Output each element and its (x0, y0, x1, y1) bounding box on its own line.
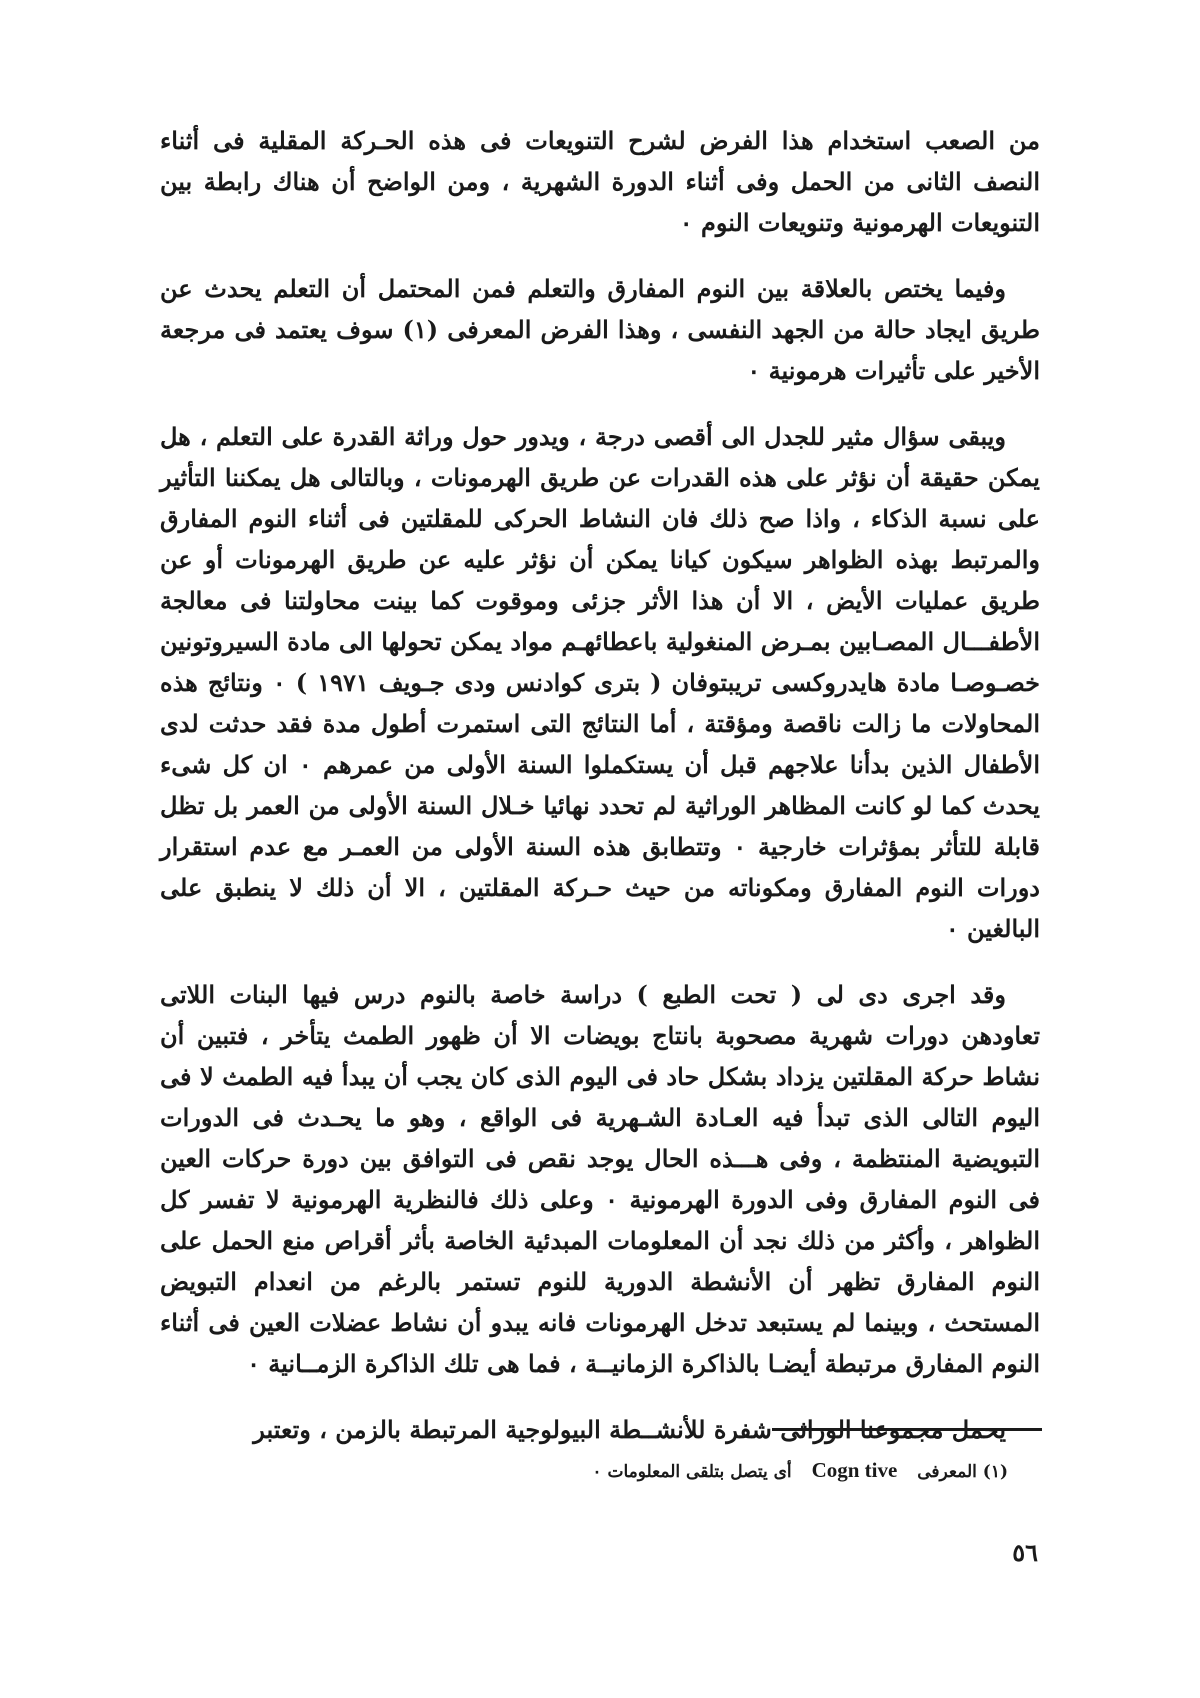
page-number: ٥٦ (1012, 1538, 1038, 1567)
paragraph-5: يحمل مجموعنا الوراثى شفرة للأنشــطة البيولوجية المرتبطة بالزمن ، وتعتبر (253, 1415, 1006, 1444)
footnote-text: أى يتصل بتلقى المعلومات ٠ (592, 1462, 792, 1482)
body-text (160, 120, 1040, 1475)
footnote-marker: (١) المعرفى (917, 1462, 1008, 1482)
paragraph-2: وفيما يختص بالعلاقة بين النوم المفارق والتعلم فمن المحتمل أن التعلم يحدث عن طريق ايجاد حالة من الجهد النفسى ، وهذا الفرض المعرفى (١) سوف يعتمد فى مرجعة الأخير على تأثيرات هرمونية ٠ (160, 274, 1040, 385)
footnote (592, 1458, 1008, 1483)
paragraph-4: وقد اجرى دى لى ( تحت الطبع ) دراسة خاصة بالنوم درس فيها البنات اللاتى تعاودهن دورات شهرية مصحوبة بانتاج بويضات الا أن ظهور الطمث يتأخر ، فتبين أن نشاط حركة المقلتين يزداد بشكل حاد فى اليوم الذى كان يجب أن يبدأ فيه الطمث لا فى اليوم التالى الذى تبدأ فيه العـادة الشـهرية فى الواقع ، وهو ما يحـدث فى الدورات التبويضية المنتظمة ، وفى هـــذه الحال يوجد نقص فى التوافق بين دورة حركات العين فى النوم المفارق وفى الدورة الهرمونية ٠ وعلى ذلك فالنظرية الهرمونية لا تفسر كل الظواهر ، وأكثر من ذلك نجد أن المعلومات المبدئية الخاصة بأثر أقراص منع الحمل على النوم المفارق تظهر أن الأنشطة الدورية للنوم تستمر بالرغم من انعدام التبويض المستحث ، وبينما لم يستبعد تدخل الهرمونات فانه يبدو أن نشاط عضلات العين فى أثناء النوم المفارق مرتبطة أيضـا بالذاكرة الزمانيــة ، فما هى تلك الذاكرة الزمــانية ٠ (160, 980, 1040, 1378)
paragraph-3: ويبقى سؤال مثير للجدل الى أقصى درجة ، ويدور حول وراثة القدرة على التعلم ، هل يمكن حقيقة أن نؤثر على هذه القدرات عن طريق الهرمونات ، وبالتالى هل يمكننا التأثير على نسبة الذكاء ، واذا صح ذلك فان النشاط الحركى للمقلتين فى أثناء النوم المفارق والمرتبط بهذه الظواهر سيكون كيانا يمكن أن نؤثر عليه عن طريق الهرمونات أو عن طريق عمليات الأيض ، الا أن هذا الأثر جزئى وموقوت كما بينت محاولتنا فى معالجة الأطفـــال المصـابين بمـرض المنغولية باعطائهـم مواد يمكن تحولها الى مادة السيروتونين خصـوصـا مادة هايدروكسى تريبتوفان ( بترى كوادنس ودى جـويف ١٩٧١ ) ٠ ونتائج هذه المحاولات ما زالت ناقصة ومؤقتة ، أما النتائج التى استمرت أطول مدة فقد حدثت لدى الأطفال الذين بدأنا علاجهم قبل أن يستكملوا السنة الأولى من عمرهم ٠ ان كل شىء يحدث كما لو كانت المظاهر الوراثية لم تحدد نهائيا خـلال السنة الأولى من العمر بل تظل قابلة للتأثر بمؤثرات خارجية ٠ وتتطابق هذه السنة الأولى من العمـر مع عدم استقرار دورات النوم المفارق ومكوناته من حيث حـركة المقلتين ، الا أن ذلك لا ينطبق على البالغين ٠ (160, 422, 1041, 943)
footnote-divider (772, 1428, 1042, 1431)
footnote-latin-term: Cogn tive (811, 1458, 898, 1482)
paragraph-1: من الصعب استخدام هذا الفرض لشرح التنويعات فى هذه الحـركة المقلية فى أثناء النصف الثانى من الحمل وفى أثناء الدورة الشهرية ، ومن الواضح أن هناك رابطة بين التنويعات الهرمونية وتنويعات النوم ٠ (160, 126, 1040, 237)
